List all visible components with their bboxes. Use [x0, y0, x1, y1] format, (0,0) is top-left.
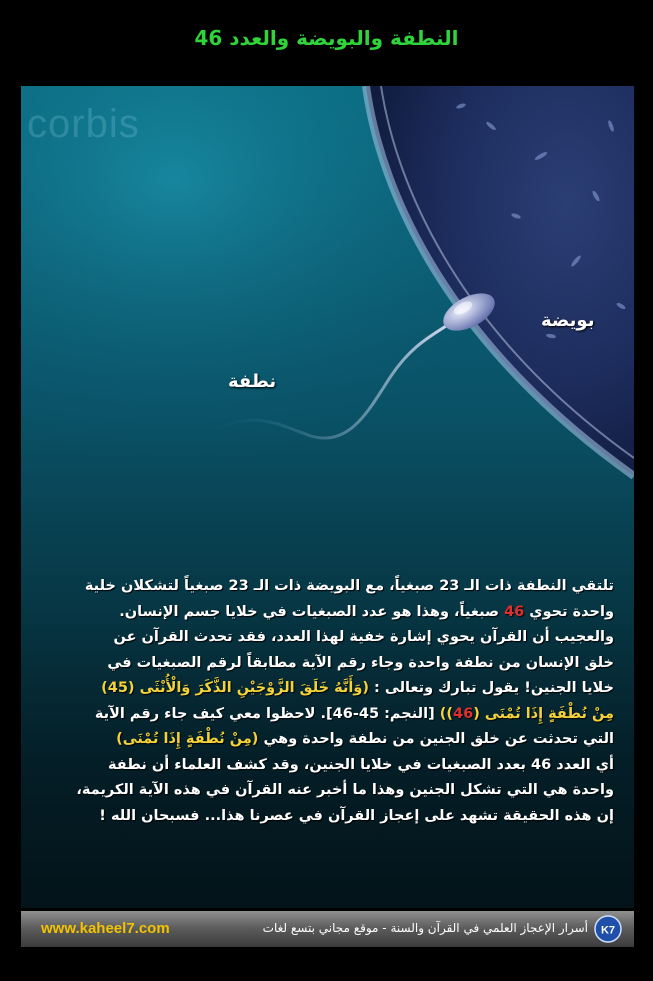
text-line: خلق الإنسان من نطفة واحدة وجاء رقم الآية مطابقاً لرقم الصبغيات في	[107, 654, 614, 671]
logo-text: K7	[600, 924, 616, 937]
text-line: والعجيب أن القرآن يحوي إشارة خفية لهذا العدد، فقد تحدث القرآن عن	[113, 629, 614, 645]
text-segment: خلايا الجنين! يقول تبارك وتعالى :	[369, 680, 614, 696]
quran-verse: (مِنْ نُطْفَةٍ إِذَا تُمْنَى)	[116, 731, 259, 747]
label-sperm: نطفة	[228, 371, 277, 392]
text-segment: [النجم: 45-46]. لاحظوا معي كيف جاء رقم الآية	[94, 705, 440, 722]
footer-tagline: أسرار الإعجاز العلمي في القرآن والسنة - موقع مجاني بتسع لغات	[262, 921, 588, 935]
text-line	[41, 600, 614, 626]
text-segment: واحدة تحوي	[524, 603, 614, 620]
quran-verse: مِنْ نُطْفَةٍ إِذَا تُمْنَى (	[473, 705, 614, 722]
quran-verse: ))	[439, 705, 454, 722]
text-line: إن هذه الحقيقة تشهد على إعجاز القرآن في عصرنا هذا... فسبحان الله !	[99, 807, 614, 824]
number-highlight: 46	[453, 705, 474, 722]
text-line	[41, 676, 614, 702]
text-line	[41, 727, 614, 753]
footer-bar	[21, 911, 634, 947]
text-segment: صبغياً، وهذا هو عدد الصبغيات في خلايا جسم الإنسان.	[119, 603, 505, 620]
kaheel7-logo-icon[interactable]	[594, 915, 622, 943]
text-segment: التي تحدثت عن خلق الجنين من نطفة واحدة وهي	[258, 731, 614, 747]
text-line: واحدة هي التي تشكل الجنين وهذا ما أخبر عنه القرآن في هذه الآية الكريمة،	[76, 782, 614, 798]
text-line	[41, 702, 614, 728]
label-egg: بويضة	[541, 310, 595, 331]
poster-image	[21, 86, 634, 908]
quran-verse: (وَأَنَّهُ خَلَقَ الزَّوْجَيْنِ الذَّكَرَ وَالْأُنْثَى (45)	[101, 680, 369, 696]
number-highlight: 46	[504, 603, 525, 620]
corbis-watermark: corbis	[27, 102, 140, 146]
article-text	[41, 574, 614, 829]
site-url-link[interactable]: www.kaheel7.com	[41, 920, 170, 937]
page-title: النطفة والبويضة والعدد 46	[194, 26, 459, 50]
text-line: أي العدد 46 بعدد الصبغيات في خلايا الجنين، وقد كشف العلماء أن نطفة	[108, 756, 614, 773]
text-line: تلتقي النطفة ذات الـ 23 صبغياً، مع البويضة ذات الـ 23 صبغياً لتشكلان خلية	[84, 578, 614, 594]
